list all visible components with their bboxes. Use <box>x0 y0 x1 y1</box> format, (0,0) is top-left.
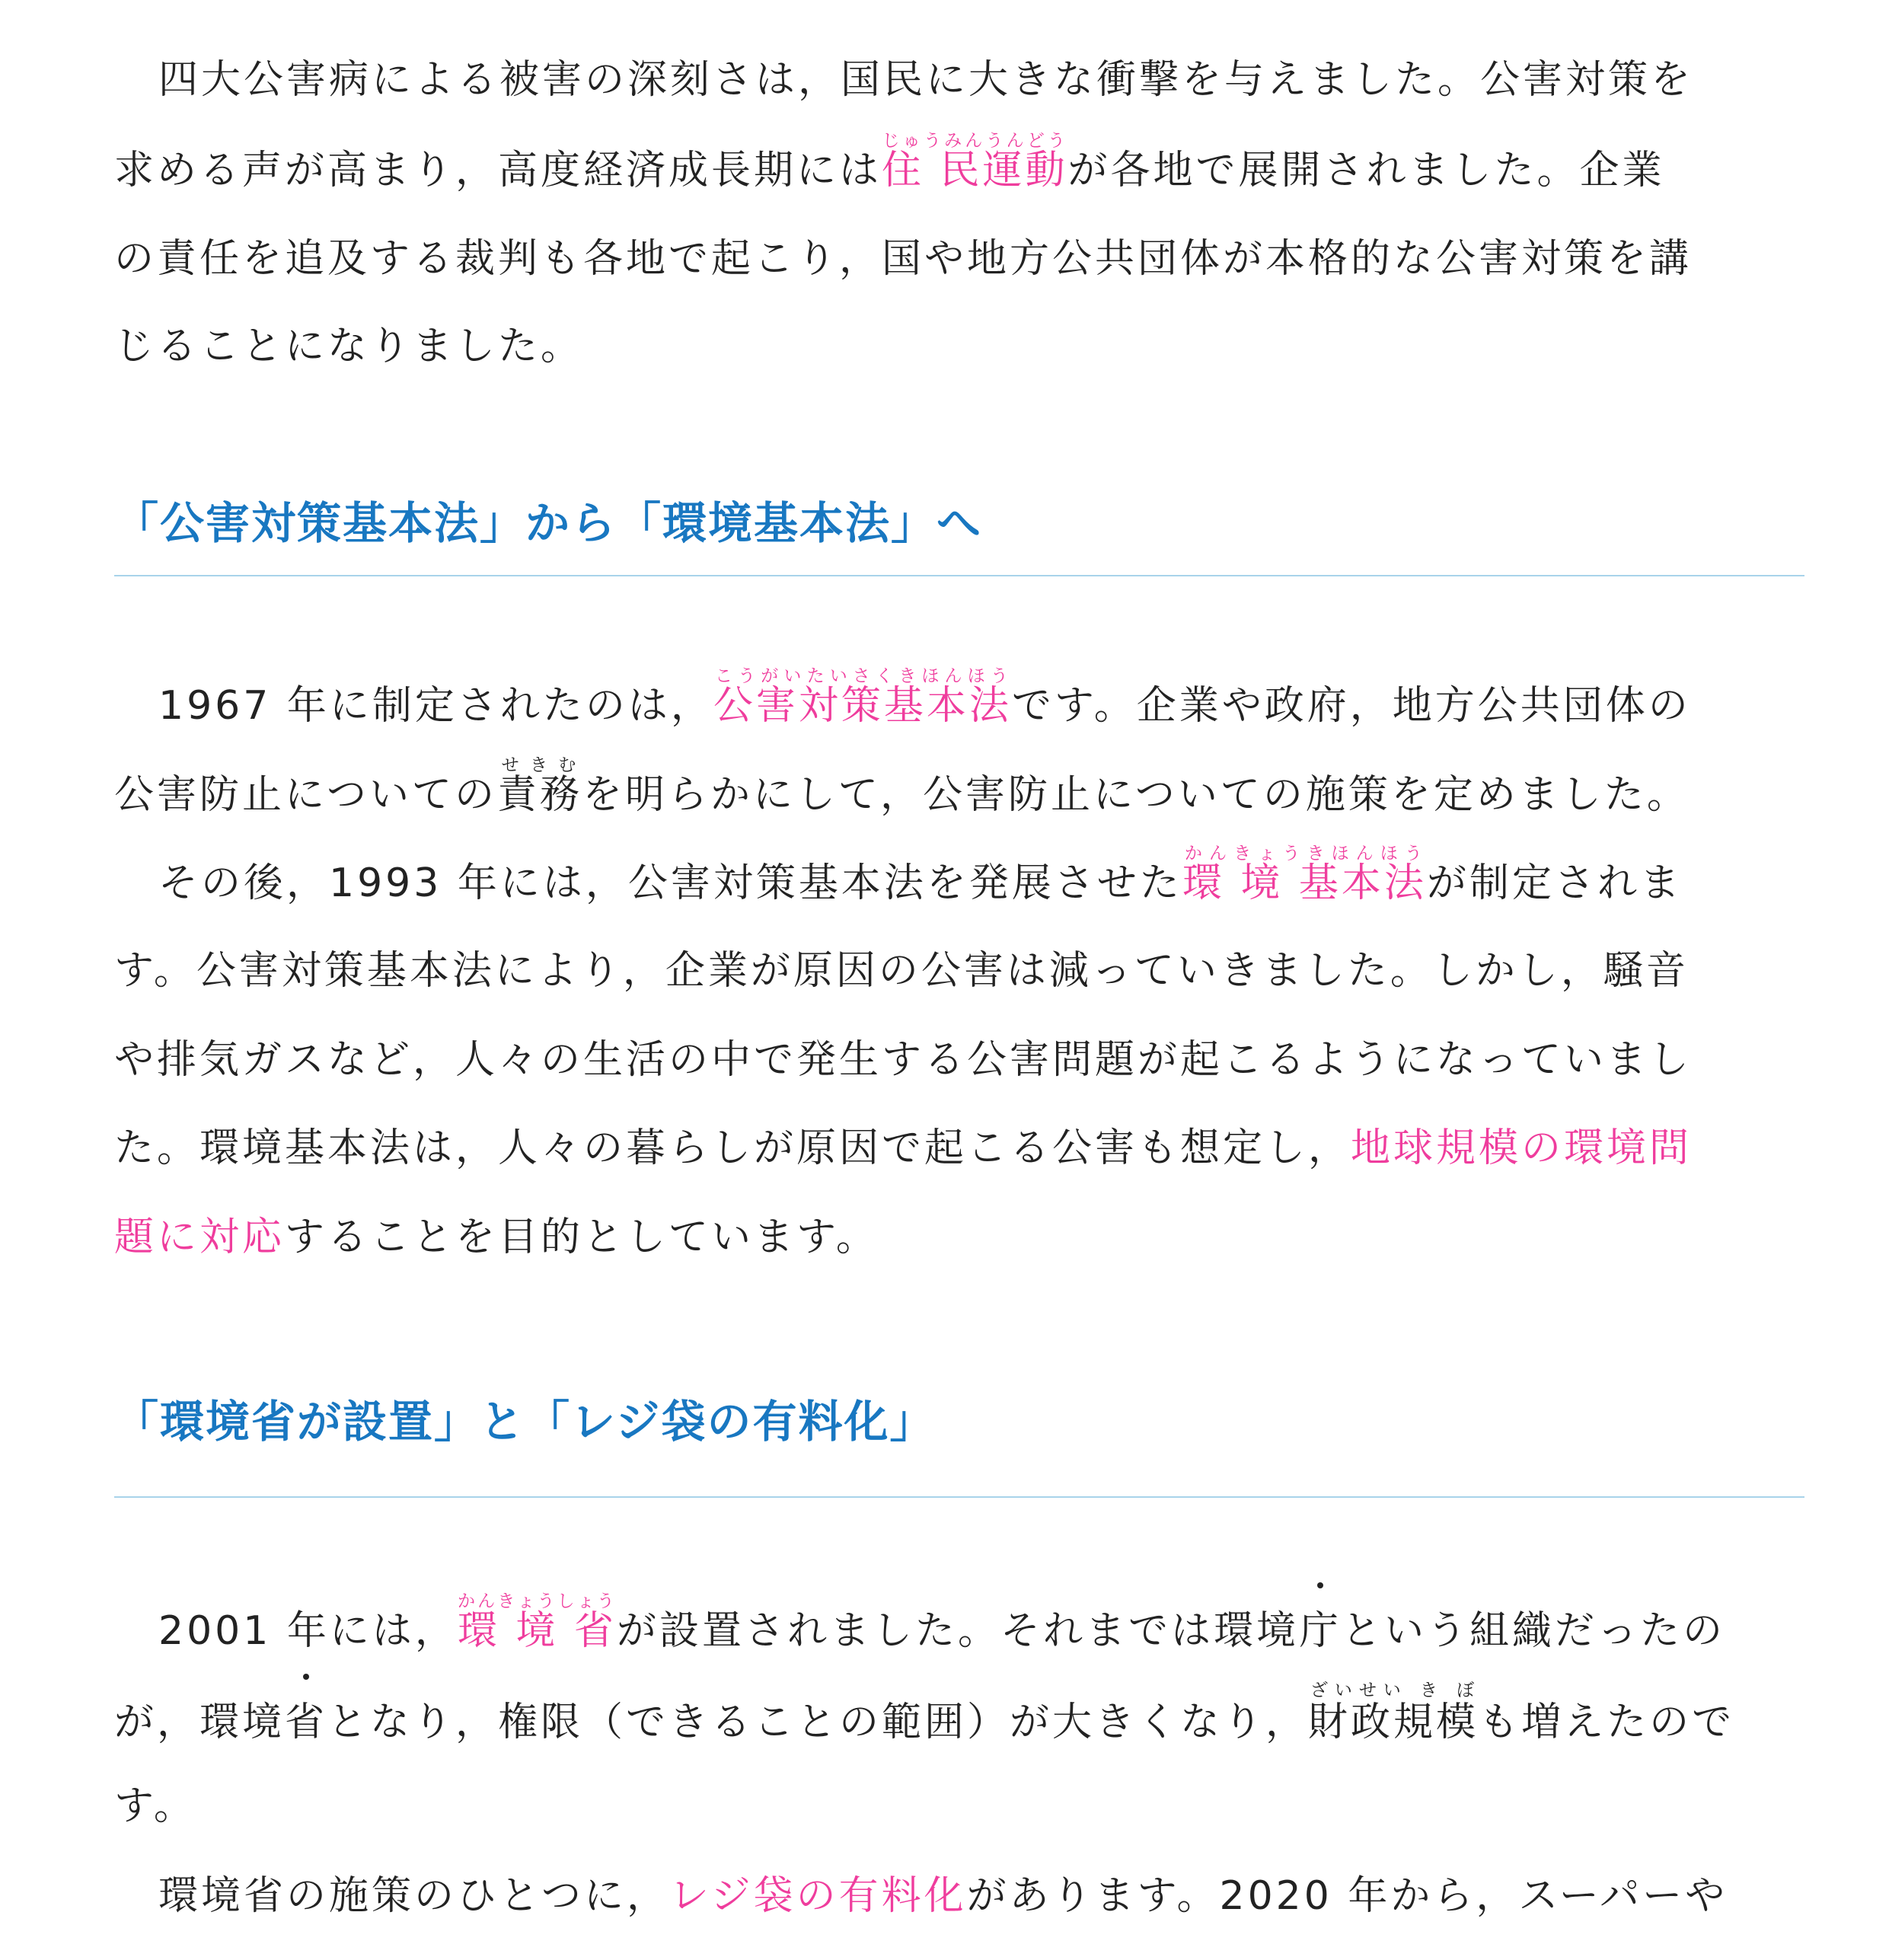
text-line <box>114 755 1690 832</box>
text-line <box>114 221 1692 297</box>
text-line <box>114 1110 1692 1186</box>
text-run: があります。2020 年から，スーパーや <box>966 1873 1728 1919</box>
emphasis-dot-char: 省 <box>285 1684 327 1760</box>
term-pollution-basic-law: 公害対策基本法こうがいたいさくきほんほう <box>713 666 1012 729</box>
term-residents-movement: 住 民運動じゅうみんうんどう <box>882 131 1068 193</box>
text-line <box>114 1858 1728 1934</box>
text-run: す。 <box>114 1783 196 1829</box>
text-run: も増えたので <box>1479 1700 1735 1745</box>
text-run: 1967 年に制定されたのは， <box>158 683 713 729</box>
highlight-global-issues-cont: 題に対応 <box>114 1215 286 1260</box>
text-run: 四大公害病による被害の深刻さは，国民に大きな衝撃を与えました。公害対策を <box>158 57 1694 103</box>
text-line <box>114 42 1693 118</box>
text-run: 環境省の施策のひとつに， <box>158 1873 669 1919</box>
text-run: が各地で展開されました。企業 <box>1067 148 1665 193</box>
word-fiscal-scale: 財政規模ざいせい き ぼ <box>1308 1681 1479 1745</box>
text-run: が設置されました。それまでは環境 <box>616 1608 1299 1654</box>
furigana: じゅうみんうんどう <box>882 131 1068 151</box>
furigana: ざいせい き ぼ <box>1308 1681 1479 1700</box>
emphasis-dot-char: 庁 <box>1299 1593 1342 1669</box>
text-line <box>114 1199 879 1275</box>
section-heading: 「環境省が設置」と「レジ袋の有料化」 <box>114 1396 936 1448</box>
furigana: かんきょうきほんほう <box>1182 844 1427 863</box>
text-line <box>114 1681 1734 1757</box>
highlight-global-issues: 地球規模の環境問 <box>1351 1125 1693 1171</box>
text-line <box>114 844 1683 920</box>
section-heading: 「公害対策基本法」から「環境基本法」へ <box>114 497 983 549</box>
text-run: が，環境 <box>114 1700 286 1745</box>
heading-divider <box>114 575 1804 576</box>
text-line <box>114 1768 196 1844</box>
text-run: が制定されま <box>1426 860 1683 906</box>
text-run: 公害防止についての <box>114 772 497 818</box>
term-ministry-of-environment: 環 境 省かんきょうしょう <box>457 1591 617 1654</box>
text-run: です。企業や政府，地方公共団体の <box>1011 683 1691 729</box>
text-run: 2001 年には， <box>158 1608 458 1654</box>
term-environment-basic-law: 環 境 基本法かんきょうきほんほう <box>1182 844 1427 906</box>
text-line <box>114 1022 1692 1098</box>
text-line <box>114 933 1689 1009</box>
furigana: こうがいたいさくきほんほう <box>713 666 1012 686</box>
text-run: その後，1993 年には，公害対策基本法を発展させた <box>158 860 1182 906</box>
word-responsibility: 責務せきむ <box>496 755 582 818</box>
furigana: せきむ <box>496 755 582 775</box>
text-line <box>114 1591 1725 1668</box>
furigana: かんきょうしょう <box>457 1591 617 1611</box>
heading-divider <box>114 1496 1804 1498</box>
text-line <box>114 308 583 385</box>
text-run: 求める声が高まり，高度経済成長期には <box>114 148 882 193</box>
text-run: という組織だったの <box>1341 1608 1725 1654</box>
text-line <box>114 131 1665 207</box>
text-run: することを目的としています。 <box>285 1215 879 1260</box>
text-run: を明らかにして，公害防止についての施策を定めました。 <box>582 772 1690 818</box>
term-plastic-bag-fee: レジ袋の有料化 <box>668 1873 967 1919</box>
text-run: や排気ガスなど，人々の生活の中で発生する公害問題が起こるようになっていまし <box>114 1037 1693 1083</box>
text-run: となり，権限（できることの範囲）が大きくなり， <box>327 1700 1309 1745</box>
text-run: す。公害対策基本法により，企業が原因の公害は減っていきました。しかし，騒音 <box>114 948 1689 994</box>
text-line <box>114 666 1691 742</box>
text-run: じることになりました。 <box>114 324 584 369</box>
text-run: た。環境基本法は，人々の暮らしが原因で起こる公害も想定し， <box>114 1125 1351 1171</box>
text-run: の責任を追及する裁判も各地で起こり，国や地方公共団体が本格的な公害対策を講 <box>114 236 1693 282</box>
